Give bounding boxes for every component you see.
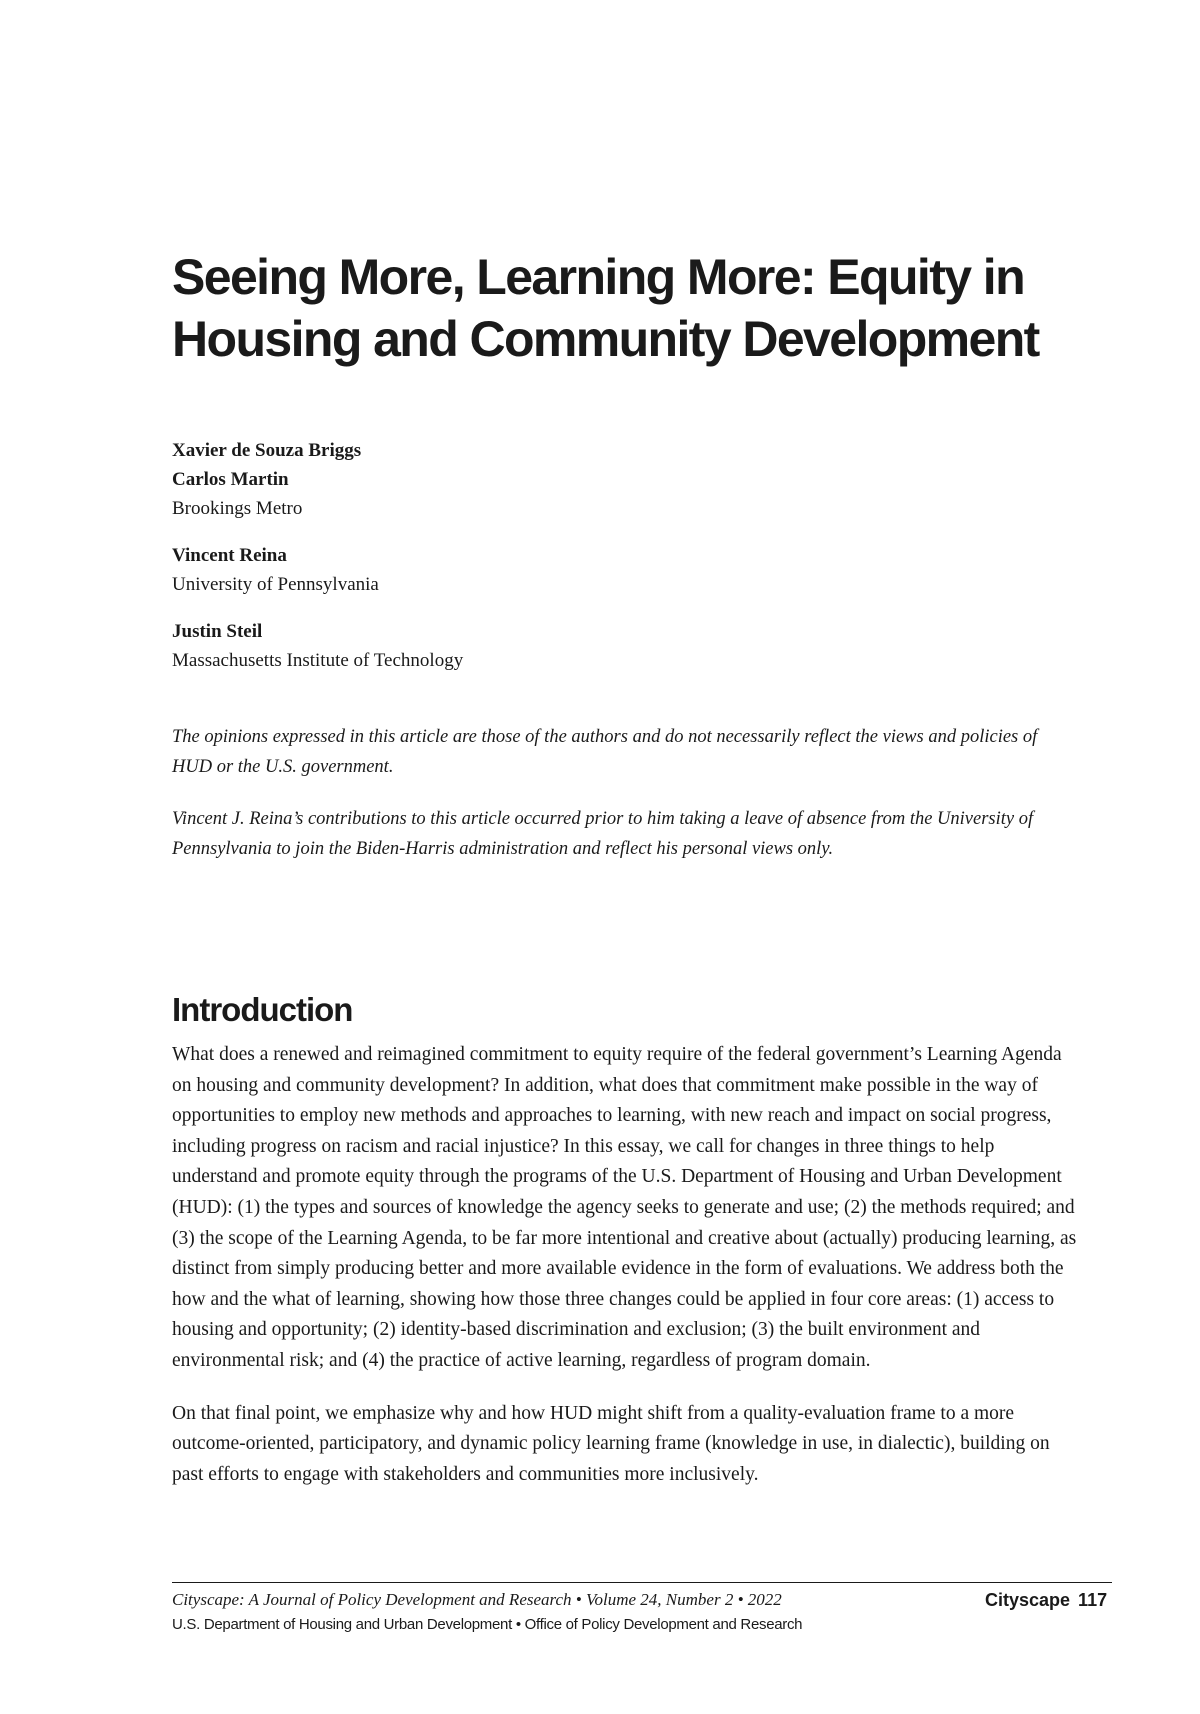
disclaimer-paragraph: The opinions expressed in this article are those of the authors and do not necessarily reflect the views and policies of HUD or the U.S. government. bbox=[172, 727, 1038, 777]
author-affiliation: Massachusetts Institute of Technology bbox=[172, 650, 464, 671]
footer-brand-name: Cityscape bbox=[985, 1590, 1071, 1610]
author-name: Xavier de Souza Briggs bbox=[172, 440, 362, 461]
section-heading-introduction: Introduction bbox=[172, 991, 353, 1028]
author-affiliation: Brookings Metro bbox=[172, 498, 303, 519]
footer-department: U.S. Department of Housing and Urban Development • Office of Policy Development and Research bbox=[172, 1616, 803, 1633]
footer-journal-citation: Cityscape: A Journal of Policy Development and Research • Volume 24, Number 2 • 2022 bbox=[172, 1590, 782, 1609]
author-group-mit bbox=[172, 617, 1072, 675]
footer-divider bbox=[172, 1582, 1112, 1583]
article-page bbox=[172, 0, 1077, 1714]
article-title-line-2: Housing and Community Development bbox=[172, 311, 1039, 367]
disclaimer-paragraph: Vincent J. Reina’s contributions to this article occurred prior to him taking a leave of absence from the University of Pennsylvania to join the Biden-Harris administration and reflect his personal views only. bbox=[172, 809, 1034, 859]
author-group-upenn bbox=[172, 541, 1072, 599]
author-list bbox=[172, 436, 1072, 693]
body-paragraph: What does a renewed and reimagined commitment to equity require of the federal government’s Learning Agenda on housing and community development? In addition, what does that commitment make possible in the way of opportunities to employ new methods and approaches to learning, with new reach and impact on social progress, including progress on racism and racial injustice? In this essay, we call for changes in three things to help understand and promote equity through the programs of the U.S. Department of Housing and Urban Development (HUD): (1) the types and sources of knowledge the agency seeks to generate and use; (2) the methods required; and (3) the scope of the Learning Agenda, to be far more intentional and creative about (actually) producing learning, as distinct from simply producing better and more available evidence in the form of evaluations. We address both the how and the what of learning, showing how those three changes could be applied in four core areas: (1) access to housing and opportunity; (2) identity-based discrimination and exclusion; (3) the built environment and environmental risk; and (4) the practice of active learning, regardless of program domain. bbox=[172, 1044, 1077, 1371]
body-paragraph: On that final point, we emphasize why and how HUD might shift from a quality-evaluation frame to a more outcome-oriented, participatory, and dynamic policy learning frame (knowledge in use, in dialectic), building on past efforts to engage with stakeholders and communities more inclusively. bbox=[172, 1402, 1050, 1485]
author-group-brookings bbox=[172, 436, 1072, 523]
author-affiliation: University of Pennsylvania bbox=[172, 574, 379, 595]
author-name: Vincent Reina bbox=[172, 545, 287, 566]
page-number: 117 bbox=[1078, 1590, 1108, 1610]
introduction-body bbox=[172, 1040, 1082, 1512]
author-name: Justin Steil bbox=[172, 621, 263, 642]
footer-brand bbox=[985, 1588, 1107, 1612]
article-title-line-1: Seeing More, Learning More: Equity in bbox=[172, 249, 1025, 305]
author-name: Carlos Martin bbox=[172, 469, 289, 490]
article-title bbox=[172, 246, 1092, 370]
disclaimer-notes bbox=[172, 722, 1072, 886]
